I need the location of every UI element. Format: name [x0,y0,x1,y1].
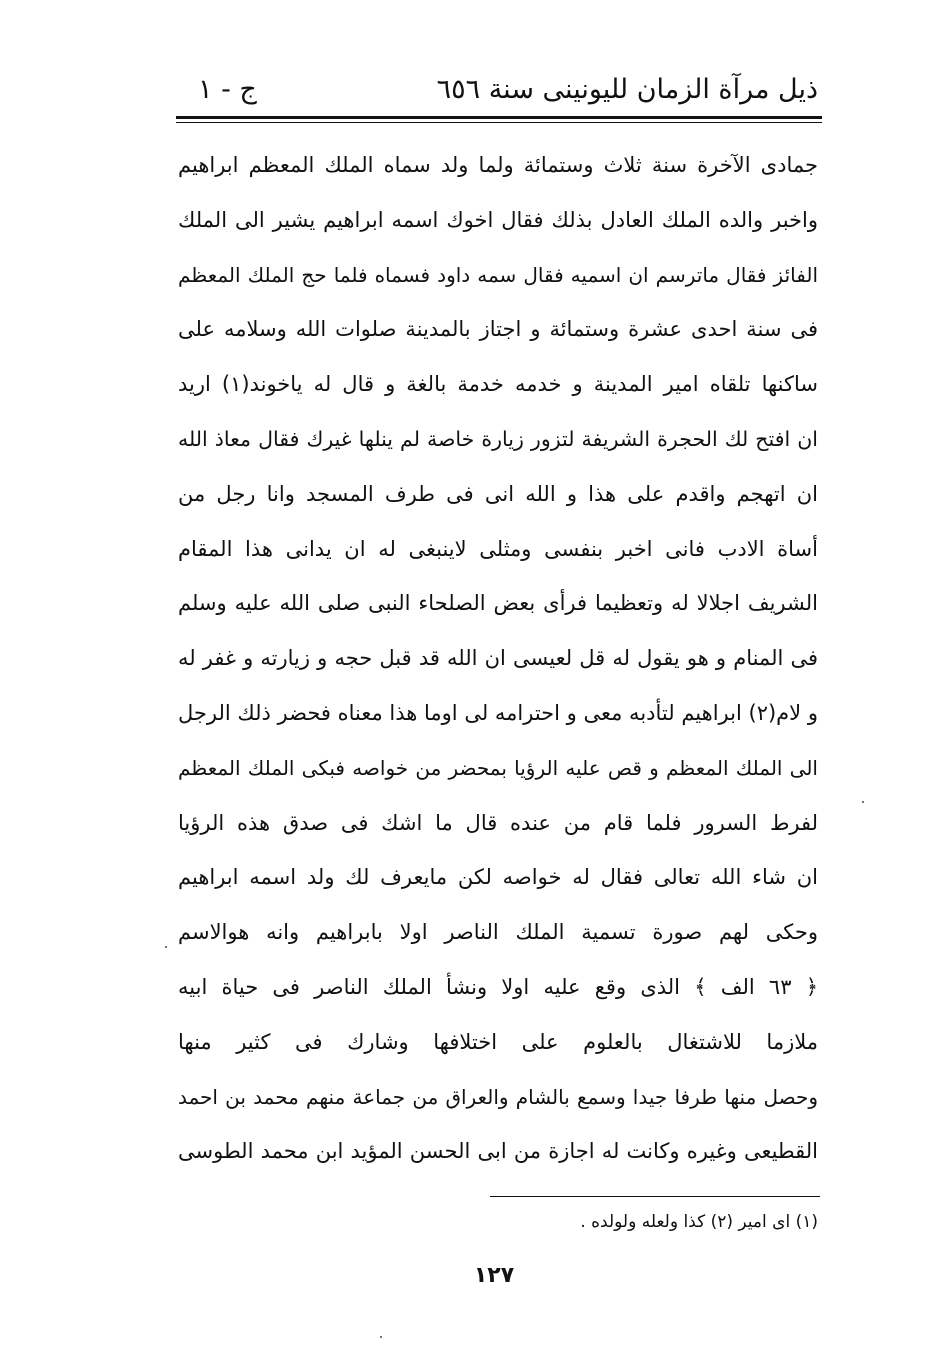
text-line: واخبر والده الملك العادل بذلك فقال اخوك اسمه ابراهيم يشير الى الملك [178,207,818,232]
text-line: القطيعى وغيره وكانت له اجازة من ابى الحسن المؤيد ابن محمد الطوسى [178,1139,818,1164]
text-line: ان افتح لك الحجرة الشريفة لتزور زيارة خاصة لم ينلها غيرك فقال معاذ الله [178,426,818,451]
text-line: و لام(٢) ابراهيم لتأدبه معى و احترامه لى اوما هذا معناه فحضر ذلك الرجل [178,700,818,725]
body-text [178,138,818,1179]
text-line: ساكنها تلقاه امير المدينة و خدمه خدمة بالغة و قال له ياخوند(١) اريد [178,372,818,397]
header-rule [176,116,822,119]
scan-speck [165,946,167,948]
text-line: فى المنام و هو يقول له قل لعيسى ان الله قد قبل حجه و زيارته و غفر له [178,646,818,671]
text-line: الفائز فقال ماترسم ان اسميه فقال سمه داود فسماه فلما حج الملك المعظم [178,262,818,287]
footnote-rule [490,1196,820,1197]
text-line: فى سنة احدى عشرة وستمائة و اجتاز بالمدينة صلوات الله وسلامه على [178,317,818,342]
text-line: وحكى لهم صورة تسمية الملك الناصر اولا بابراهيم وانه هوالاسم [178,920,818,945]
text-line: ان اتهجم واقدم على هذا و الله انى فى طرف المسجد وانا رجل من [178,481,818,506]
text-line: ﴿ ٦٣ الف ﴾ الذى وقع عليه اولا ونشأ الملك الناصر فى حياة ابيه [178,974,818,999]
header-rule-thin [176,122,822,123]
text-line: لفرط السرور فلما قام من عنده قال ما اشك فى صدق هذه الرؤيا [178,810,818,835]
page-header [178,66,818,114]
text-line: وحصل منها طرفا جيدا وسمع بالشام والعراق من جماعة منهم محمد بن احمد [178,1084,818,1109]
scan-speck [862,801,864,803]
text-line: أساة الادب فانى اخبر بنفسى ومثلى لاينبغى له ان يدانى هذا المقام [178,536,818,561]
volume-label: ج - ١ [198,74,257,105]
running-title: ذيل مرآة الزمان لليونينى سنة ٦٥٦ [436,74,818,105]
footnotes: (١) اى امير (٢) كذا ولعله ولولده . [580,1212,818,1232]
page-number: ١٢٧ [473,1263,515,1288]
scan-speck [380,1336,382,1338]
text-line: الشريف اجلالا له وتعظيما فرأى بعض الصلحاء النبى صلى الله عليه وسلم [178,591,818,616]
text-line: جمادى الآخرة سنة ثلاث وستمائة ولما ولد سماه الملك المعظم ابراهيم [178,153,818,177]
text-line: الى الملك المعظم و قص عليه الرؤيا بمحضر من خواصه فبكى الملك المعظم [178,755,818,780]
text-line: ان شاء الله تعالى فقال له خواصه لكن مايعرف لك ولد اسمه ابراهيم [178,865,818,890]
text-line: ملازما للاشتغال بالعلوم على اختلافها وشارك فى كثير منها [178,1029,818,1054]
